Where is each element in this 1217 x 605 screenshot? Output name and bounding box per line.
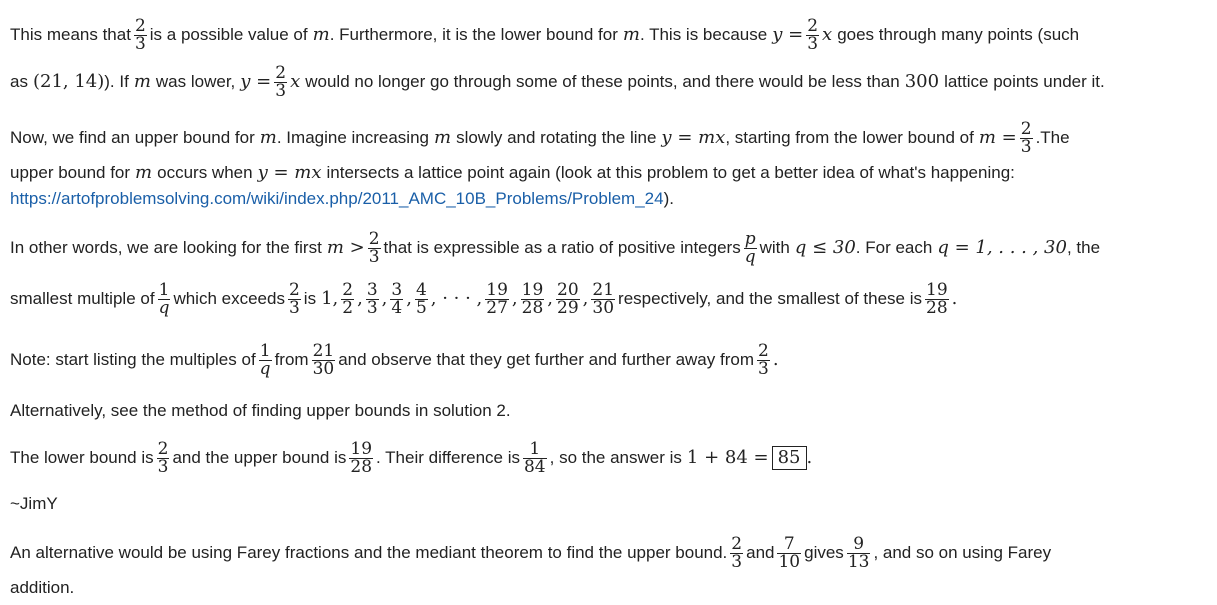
math-y-mx: y = mx bbox=[257, 162, 322, 183]
fraction-9-13: $\frac{9}{13}$ bbox=[847, 533, 870, 572]
note-line: Note: start listing the multiples of $\frac{1}{q}$ from $\frac{21}{30}$ and observe that they get further and further away from $\frac{2}{3}$ . bbox=[10, 340, 779, 379]
text: ~JimY bbox=[10, 494, 58, 513]
text: with bbox=[759, 238, 790, 257]
text: The lower bound is bbox=[10, 448, 154, 467]
fraction-2-3: $\frac{2}{3}$ bbox=[731, 533, 743, 572]
math-m: m bbox=[259, 127, 277, 148]
fraction-19-28: $\frac{19}{28}$ bbox=[521, 279, 544, 318]
math-y-mx: y = mx bbox=[661, 127, 726, 148]
math-x: x bbox=[290, 71, 301, 92]
math-m: m bbox=[434, 127, 452, 148]
math-m-eq: m = bbox=[978, 127, 1017, 148]
fraction-2-3: $\frac{2}{3}$ bbox=[368, 228, 380, 267]
text: which exceeds bbox=[173, 289, 285, 308]
text: and bbox=[746, 543, 775, 562]
math-300: 300 bbox=[904, 71, 940, 92]
fraction-21-30: $\frac{21}{30}$ bbox=[592, 279, 615, 318]
paragraph-1-line-1 bbox=[10, 15, 1080, 54]
text: , the bbox=[1066, 238, 1101, 257]
paragraph-3-line-1 bbox=[10, 228, 1101, 267]
text: occurs when bbox=[157, 163, 253, 182]
text: An alternative would be using Farey fractions and the mediant theorem to find the upper bound. bbox=[10, 543, 728, 562]
text: , so the answer is bbox=[549, 448, 682, 467]
text: upper bound for bbox=[10, 163, 131, 182]
text: Note: start listing the multiples of bbox=[10, 350, 256, 369]
text: and observe that they get further and further away from bbox=[338, 350, 754, 369]
math-m: m bbox=[312, 24, 330, 45]
math-dots: , · · · , bbox=[430, 288, 483, 309]
fraction-3-4: $\frac{3}{4}$ bbox=[391, 279, 403, 318]
text: ). If bbox=[104, 72, 129, 91]
text: This means that bbox=[10, 25, 131, 44]
text: slowly and rotating the line bbox=[456, 128, 657, 147]
answer-box: 85 bbox=[772, 446, 807, 470]
math-m: m bbox=[133, 71, 151, 92]
fraction-20-29: $\frac{20}{29}$ bbox=[557, 279, 579, 318]
math-point: (21, 14) bbox=[32, 71, 105, 92]
text: gives bbox=[804, 543, 844, 562]
fraction-2-3: $\frac{2}{3}$ bbox=[758, 340, 769, 379]
text: is bbox=[303, 289, 317, 308]
text: , starting from the lower bound of bbox=[725, 128, 974, 147]
alternative-line bbox=[10, 396, 511, 426]
math-m-gt: m > bbox=[326, 237, 365, 258]
math-expr: 1 + 84 = bbox=[686, 447, 769, 468]
text: . Furthermore, it is the lower bound for bbox=[329, 25, 618, 44]
fraction-1-q: $\frac{1}{q}$ bbox=[259, 340, 271, 379]
math-m: m bbox=[135, 162, 153, 183]
math-x: x bbox=[822, 24, 833, 45]
fraction-2-3: $\frac{2}{3}$ bbox=[1020, 118, 1032, 157]
paragraph-2-line-1 bbox=[10, 118, 1070, 157]
math-y-eq: y = bbox=[772, 24, 804, 45]
text: Alternatively, see the method of finding upper bounds in solution 2. bbox=[10, 401, 511, 420]
author-signature bbox=[10, 489, 58, 519]
text: In other words, we are looking for the first bbox=[10, 238, 322, 257]
text: ). bbox=[663, 189, 674, 208]
fraction-19-28: $\frac{19}{28}$ bbox=[350, 438, 373, 477]
text: smallest multiple of bbox=[10, 289, 155, 308]
text: . Their difference is bbox=[376, 448, 520, 467]
fraction-2-3: $\frac{2}{3}$ bbox=[288, 279, 300, 318]
fraction-1-q: $\frac{1}{q}$ bbox=[158, 279, 170, 318]
text: is a possible value of bbox=[149, 25, 308, 44]
fraction-19-27: $\frac{19}{27}$ bbox=[486, 279, 508, 318]
text: .The bbox=[1035, 128, 1070, 147]
text: as bbox=[10, 72, 28, 91]
text: Now, we find an upper bound for bbox=[10, 128, 255, 147]
math-m: m bbox=[622, 24, 640, 45]
fraction-2-3: $\frac{2}{3}$ bbox=[134, 15, 146, 54]
math-y-eq: y = bbox=[240, 71, 272, 92]
text: . For each bbox=[855, 238, 933, 257]
fraction-2-3: $\frac{2}{3}$ bbox=[807, 15, 819, 54]
math-q-le: q ≤ 30 bbox=[794, 237, 856, 258]
fraction-p-q: $\frac{p}{q}$ bbox=[744, 228, 756, 267]
fraction-1-84: $\frac{1}{84}$ bbox=[523, 438, 546, 477]
text: that is expressible as a ratio of positive integers bbox=[383, 238, 741, 257]
paragraph-2-line-3 bbox=[10, 184, 674, 214]
fraction-2-3: $\frac{2}{3}$ bbox=[157, 438, 169, 477]
text: was lower, bbox=[155, 72, 236, 91]
math-one: 1, bbox=[321, 288, 339, 309]
text: lattice points under it. bbox=[944, 72, 1105, 91]
text: intersects a lattice point again (look at this problem to get a better idea of what's happening: bbox=[326, 163, 1015, 182]
paragraph-1-line-2 bbox=[10, 62, 1105, 101]
math-q-range: q = 1, . . . , 30 bbox=[937, 237, 1067, 258]
fraction-7-10: $\frac{7}{10}$ bbox=[778, 533, 801, 572]
text: , and so on using Farey bbox=[873, 543, 1052, 562]
fraction-21-30: $\frac{21}{30}$ bbox=[312, 340, 335, 379]
text: addition. bbox=[10, 578, 75, 597]
text: . Imagine increasing bbox=[276, 128, 429, 147]
farey-line-2 bbox=[10, 573, 74, 603]
text: . This is because bbox=[639, 25, 768, 44]
fraction-4-5: $\frac{4}{5}$ bbox=[415, 279, 427, 318]
paragraph-3-line-2: smallest multiple of $\frac{1}{q}$ which exceeds $\frac{2}{3}$ is 1, $\frac{2}{2}$ , $\frac{3}{3}$ , $\frac{3}{4}$ , $\frac{4}{5}$ , · · · , $\frac{19}{27}$ , $\frac{19}{28}$ , $\frac{20}{29}$ , $\frac{21}{30}$ respectively, and the smallest of these is $\frac{19}{28}$ . bbox=[10, 279, 958, 318]
text: would no longer go through some of these points, and there would be less than bbox=[305, 72, 900, 91]
problem-link[interactable]: https://artofproblemsolving.com/wiki/index.php/2011_AMC_10B_Problems/Problem_24 bbox=[10, 189, 664, 208]
farey-line-1 bbox=[10, 533, 1052, 572]
fraction-3-3: $\frac{3}{3}$ bbox=[366, 279, 378, 318]
text: from bbox=[274, 350, 309, 369]
text: respectively, and the smallest of these is bbox=[618, 289, 922, 308]
fraction-19-28: $\frac{19}{28}$ bbox=[926, 279, 948, 318]
bounds-line: The lower bound is $\frac{2}{3}$ and the upper bound is $\frac{19}{28}$ . Their difference is $\frac{1}{84}$ , so the answer is 1 + 84 = 85 . bbox=[10, 438, 813, 477]
fraction-2-3: $\frac{2}{3}$ bbox=[275, 62, 287, 101]
text: and the upper bound is bbox=[172, 448, 347, 467]
text: goes through many points (such bbox=[837, 25, 1080, 44]
fraction-2-2: $\frac{2}{2}$ bbox=[342, 279, 354, 318]
